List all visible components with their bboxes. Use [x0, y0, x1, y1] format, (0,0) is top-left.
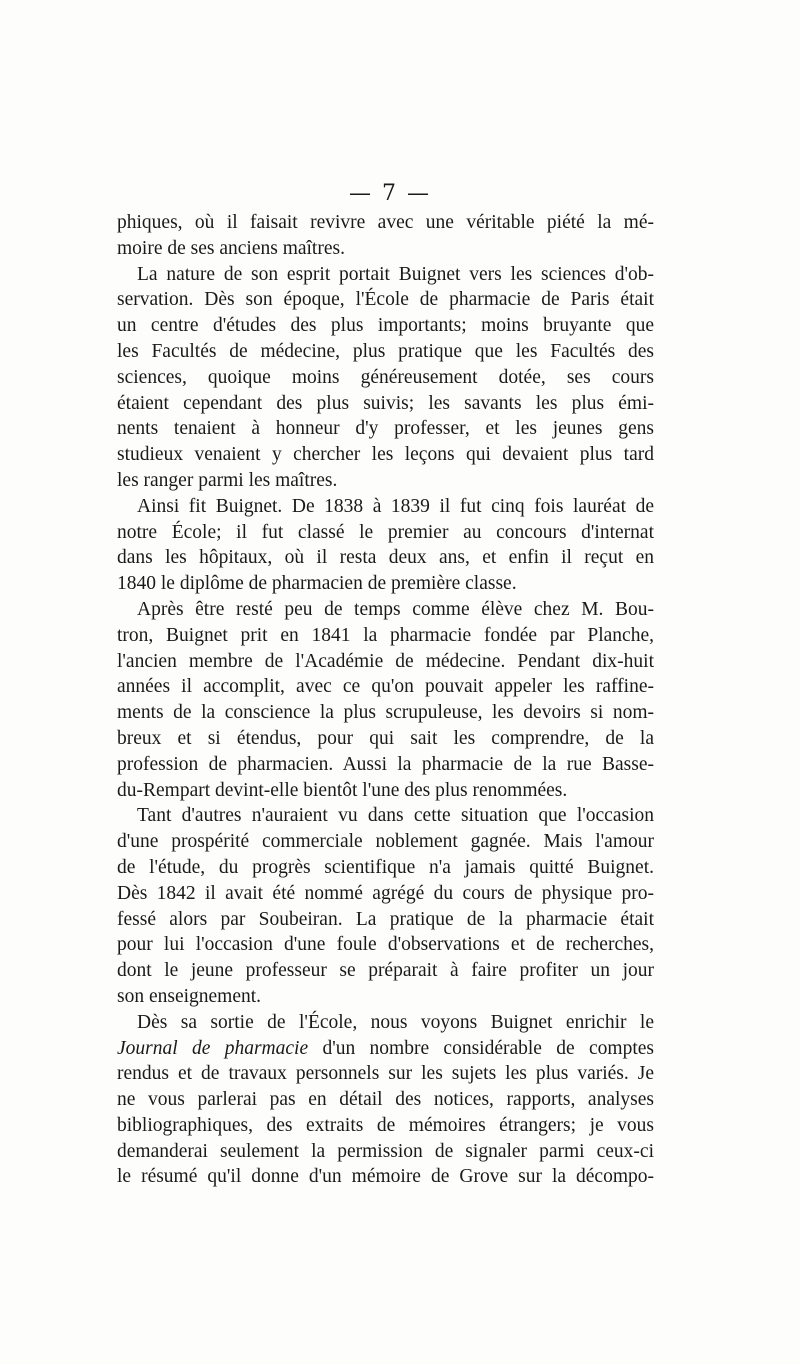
text-line: profession de pharmacien. Aussi la pharmacie de la rue Basse- [117, 753, 654, 775]
text-line: bibliographiques, des extraits de mémoires étrangers; je vous [117, 1114, 654, 1136]
text-line: dans les hôpitaux, où il resta deux ans, et enfin il reçut en [117, 547, 654, 569]
text-line: les ranger parmi les maîtres. [117, 469, 338, 491]
text-line: sciences, quoique moins généreusement dotée, ses cours [117, 366, 654, 388]
text-line: ne vous parlerai pas en détail des notices, rapports, analyses [117, 1089, 654, 1111]
text-line: breux et si étendus, pour qui sait les comprendre, de la [117, 727, 654, 749]
text-line: servation. Dès son époque, l'École de pharmacie de Paris était [117, 289, 654, 311]
text-line: l'ancien membre de l'Académie de médecine. Pendant dix-huit [117, 650, 654, 672]
text-line: étaient cependant des plus suivis; les savants les plus émi- [117, 392, 654, 414]
text-line: notre École; il fut classé le premier au concours d'internat [117, 521, 654, 543]
text-line: son enseignement. [117, 985, 262, 1007]
text-line: dont le jeune professeur se préparait à faire profiter un jour [117, 960, 654, 982]
text-line: années il accomplit, avec ce qu'on pouvait appeler les raffine- [117, 676, 654, 698]
text-line: Dès sa sortie de l'École, nous voyons Buignet enrichir le [137, 1011, 654, 1033]
body-text [117, 210, 654, 1190]
text-line: Dès 1842 il avait été nommé agrégé du cours de physique pro- [117, 882, 654, 904]
text-segment: d'un nombre considérable de comptes [308, 1037, 655, 1059]
text-line: tron, Buignet prit en 1841 la pharmacie fondée par Planche, [117, 624, 654, 646]
text-line: ments de la conscience la plus scrupuleuse, les devoirs si nom- [117, 702, 654, 724]
text-line: 1840 le diplôme de pharmacien de première classe. [117, 573, 517, 595]
text-line: phiques, où il faisait revivre avec une véritable piété la mé- [117, 212, 654, 233]
journal-title: Journal de pharmacie [117, 1037, 309, 1059]
text-line: studieux venaient y chercher les leçons qui devaient plus tard [117, 444, 654, 466]
text-line: nents tenaient à honneur d'y professer, et les jeunes gens [117, 418, 654, 440]
text-line: de l'étude, du progrès scientifique n'a jamais quitté Buignet. [117, 856, 654, 878]
text-line: les Facultés de médecine, plus pratique que les Facultés des [117, 340, 654, 362]
text-line: rendus et de travaux personnels sur les sujets les plus variés. Je [117, 1063, 654, 1085]
text-line: le résumé qu'il donne d'un mémoire de Grove sur la décompo- [117, 1166, 654, 1188]
text-line: Ainsi fit Buignet. De 1838 à 1839 il fut cinq fois lauréat de [137, 495, 654, 517]
text-line: d'une prospérité commerciale noblement gagnée. Mais l'amour [117, 831, 654, 853]
text-line: Tant d'autres n'auraient vu dans cette situation que l'occasion [137, 805, 654, 827]
text-line: pour lui l'occasion d'une foule d'observations et de recherches, [117, 934, 654, 956]
page-number: — 7 — [349, 181, 431, 206]
text-line [117, 1036, 654, 1062]
text-line: La nature de son esprit portait Buignet vers les sciences d'ob- [137, 263, 654, 285]
text-line: fessé alors par Soubeiran. La pratique de la pharmacie était [117, 908, 654, 930]
text-line: demanderai seulement la permission de signaler parmi ceux-ci [117, 1140, 654, 1162]
text-line: un centre d'études des plus importants; moins bruyante que [117, 315, 654, 337]
text-line: Après être resté peu de temps comme élève chez M. Bou- [137, 598, 654, 620]
text-line: du-Rempart devint-elle bientôt l'une des plus renommées. [117, 779, 568, 801]
text-line: moire de ses anciens maîtres. [117, 237, 345, 259]
